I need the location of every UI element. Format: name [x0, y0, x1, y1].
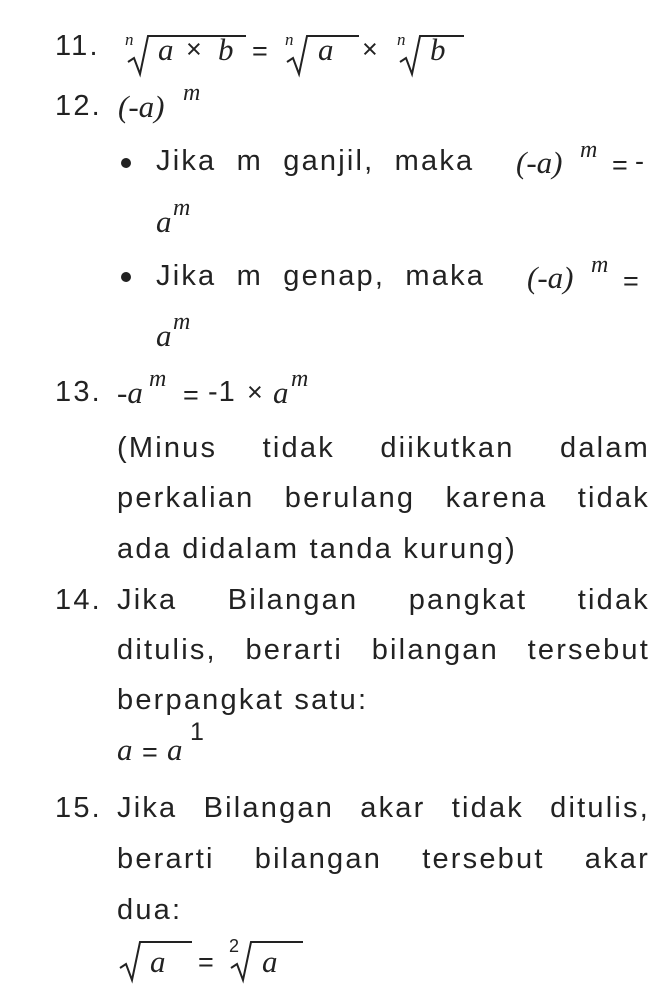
exponent-m: m — [291, 366, 309, 392]
item-number: 13. — [55, 376, 102, 408]
base-neg-a: (-a) — [118, 89, 165, 124]
equals-sign: = — [142, 737, 158, 767]
base-neg-a: (-a) — [516, 145, 563, 180]
radicand-a: a — [318, 32, 334, 67]
minus-sign: - — [635, 146, 644, 176]
exponent-m: m — [173, 195, 191, 221]
exponent-m: m — [173, 309, 191, 335]
exponent-m: m — [580, 137, 598, 163]
minus-one: -1 — [208, 376, 236, 408]
bullet-icon — [121, 272, 131, 282]
exponent-m: m — [591, 252, 609, 278]
base-a: a — [156, 204, 172, 239]
radicand-b: b — [430, 32, 446, 67]
equals-sign: = — [183, 380, 199, 410]
radicand-a: a — [158, 32, 174, 67]
times-sign: × — [247, 377, 263, 407]
item-number: 12. — [55, 90, 102, 122]
neg-a: -a — [117, 375, 143, 410]
bullet-text: Jika m ganjil, maka — [156, 145, 475, 177]
exponent-m: m — [149, 366, 167, 392]
radicand-a: a — [262, 944, 278, 979]
radicand-a: a — [150, 944, 166, 979]
paragraph-line: ditulis, berarti bilangan tersebut — [117, 634, 650, 666]
paragraph-line: perkalian berulang karena tidak — [117, 482, 650, 514]
base-a: a — [167, 732, 183, 767]
base-a: a — [273, 375, 289, 410]
base-neg-a: (-a) — [527, 260, 574, 295]
root-index: n — [285, 30, 294, 49]
equals-sign: = — [612, 150, 628, 180]
equals-sign: = — [623, 266, 639, 296]
paragraph-line: Jika Bilangan pangkat tidak — [117, 584, 650, 616]
item-number: 15. — [55, 792, 102, 824]
root-index: n — [397, 30, 406, 49]
times-sign: × — [186, 34, 202, 64]
paragraph-line: berpangkat satu: — [117, 684, 369, 716]
equals-sign: = — [252, 36, 268, 66]
root-index: n — [125, 30, 134, 49]
exponent-m: m — [183, 80, 201, 106]
bullet-icon — [121, 158, 131, 168]
root-index: 2 — [229, 936, 240, 956]
exponent-one: 1 — [190, 718, 204, 746]
paragraph-line: (Minus tidak diikutkan dalam — [117, 432, 650, 464]
equals-sign: = — [198, 947, 214, 977]
radicand-b: b — [218, 32, 234, 67]
item-number: 11. — [55, 30, 100, 62]
paragraph-line: ada didalam tanda kurung) — [117, 533, 518, 565]
times-sign: × — [362, 34, 378, 64]
paragraph-line: berarti bilangan tersebut akar — [117, 843, 650, 875]
paragraph-line: dua: — [117, 894, 183, 926]
bullet-text: Jika m genap, maka — [156, 260, 486, 292]
base-a: a — [117, 732, 133, 767]
paragraph-line: Jika Bilangan akar tidak ditulis, — [117, 792, 650, 824]
item-number: 14. — [55, 584, 102, 616]
base-a: a — [156, 318, 172, 353]
